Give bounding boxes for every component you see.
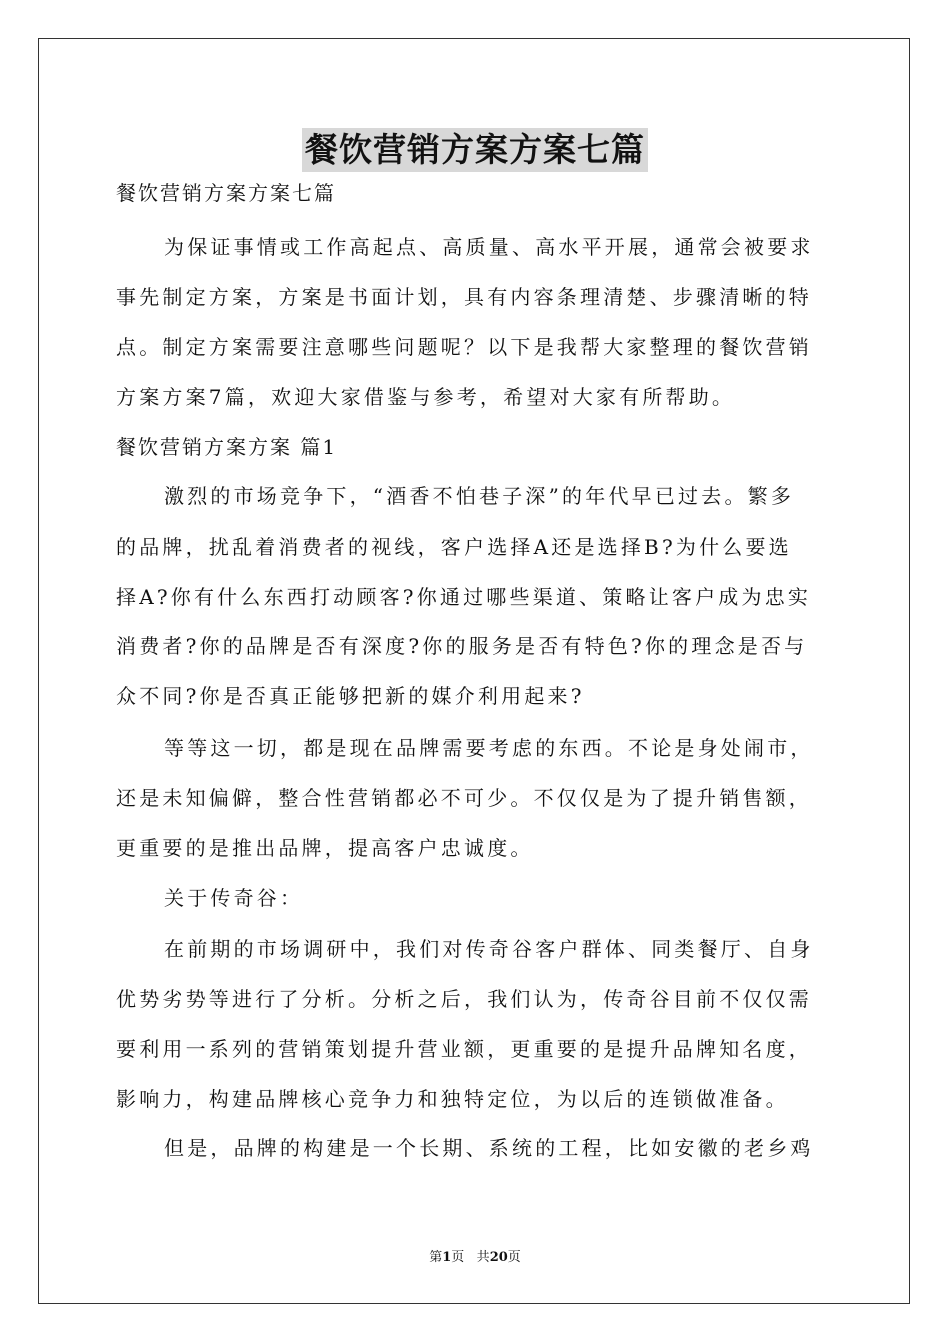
paragraph-line: 方案方案7篇，欢迎大家借鉴与参考，希望对大家有所帮助。 (116, 385, 736, 409)
paragraph-line: 为保证事情或工作高起点、高质量、高水平开展，通常会被要求 (164, 235, 814, 259)
paragraph-line: 的品牌，扰乱着消费者的视线，客户选择A还是选择B?为什么要选 (116, 535, 792, 559)
total-pages: 20 (489, 1250, 508, 1265)
page-number: 1 (442, 1250, 452, 1265)
paragraph-line: 更重要的是推出品牌，提高客户忠诚度。 (116, 836, 534, 860)
page-border (38, 38, 910, 1304)
document-title: 餐饮营销方案方案七篇 (302, 128, 648, 172)
paragraph-line: 众不同?你是否真正能够把新的媒介利用起来? (116, 684, 585, 708)
total-unit: 页 (507, 1250, 521, 1265)
section-heading: 餐饮营销方案方案 篇1 (116, 435, 338, 459)
paragraph-line: 但是，品牌的构建是一个长期、系统的工程，比如安徽的老乡鸡 (164, 1136, 814, 1160)
paragraph-line: 影响力，构建品牌核心竞争力和独特定位，为以后的连锁做准备。 (116, 1087, 789, 1111)
paragraph-line: 择A?你有什么东西打动顾客?你通过哪些渠道、策略让客户成为忠实 (116, 585, 812, 609)
document-title-wrapper (0, 128, 950, 172)
paragraph-line: 在前期的市场调研中，我们对传奇谷客户群体、同类餐厅、自身 (164, 937, 814, 961)
total-label: 共 (476, 1250, 490, 1265)
page-footer (0, 1246, 950, 1265)
paragraph-line: 等等这一切，都是现在品牌需要考虑的东西。不论是身处闹市， (164, 736, 814, 760)
subtitle-line: 餐饮营销方案方案七篇 (116, 181, 336, 205)
paragraph-line: 要利用一系列的营销策划提升营业额，更重要的是提升品牌知名度， (116, 1037, 812, 1061)
paragraph-line: 关于传奇谷： (164, 886, 304, 910)
paragraph-line: 消费者?你的品牌是否有深度?你的服务是否有特色?你的理念是否与 (116, 634, 808, 658)
paragraph-line: 优势劣势等进行了分析。分析之后，我们认为，传奇谷目前不仅仅需 (116, 987, 812, 1011)
paragraph-line: 还是未知偏僻，整合性营销都必不可少。不仅仅是为了提升销售额， (116, 786, 812, 810)
page-unit: 页 (451, 1250, 465, 1265)
paragraph-line: 激烈的市场竞争下，“酒香不怕巷子深”的年代早已过去。繁多 (164, 484, 795, 508)
paragraph-line: 事先制定方案，方案是书面计划，具有内容条理清楚、步骤清晰的特 (116, 285, 812, 309)
paragraph-line: 点。制定方案需要注意哪些问题呢？以下是我帮大家整理的餐饮营销 (116, 335, 812, 359)
page-label: 第 (429, 1250, 443, 1265)
